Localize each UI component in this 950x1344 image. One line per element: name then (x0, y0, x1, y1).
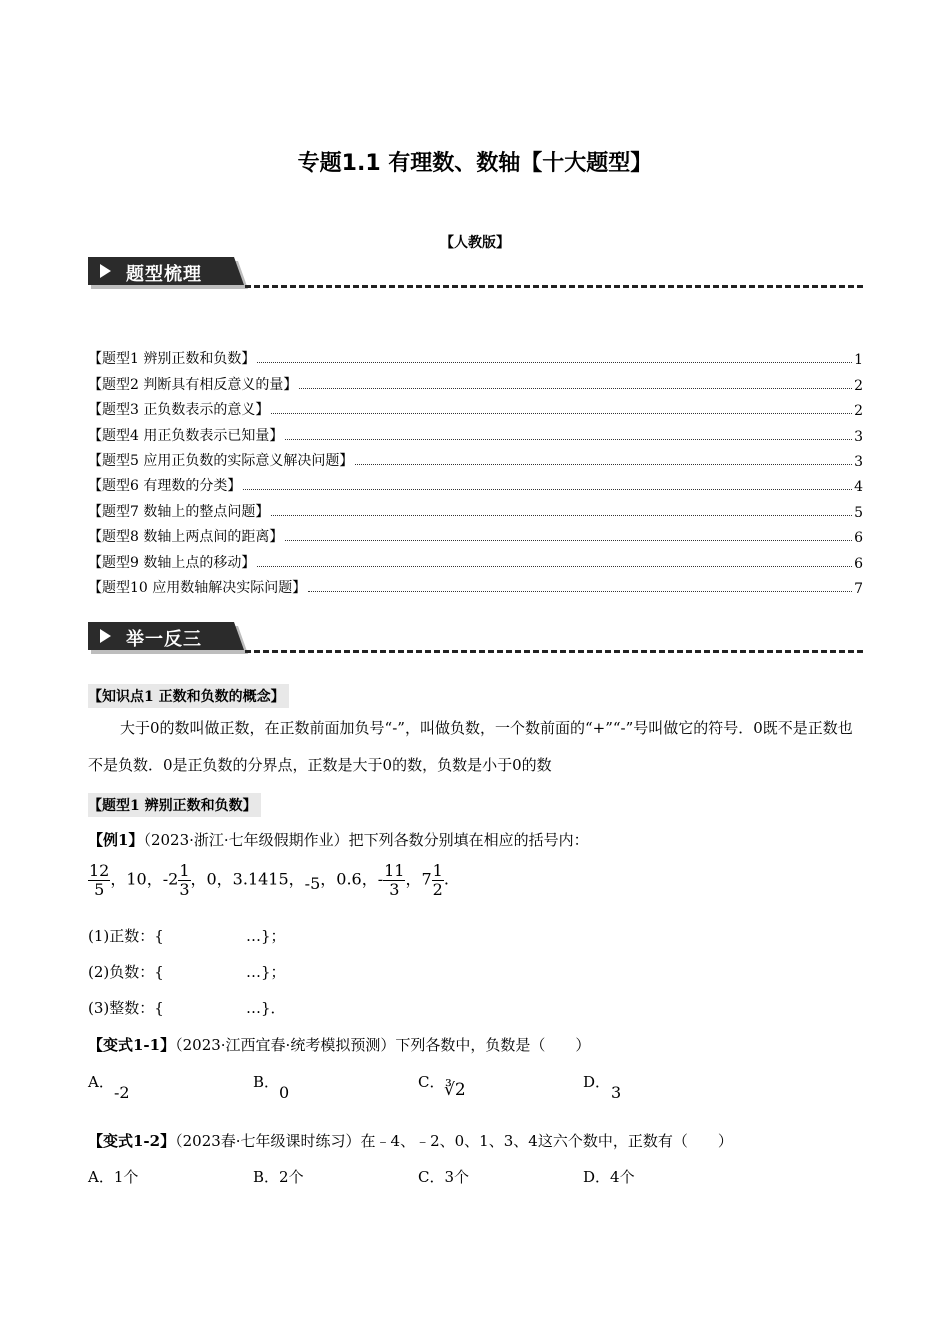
toc-item[interactable] (88, 521, 863, 546)
toc-item-page: 6 (854, 530, 863, 547)
fraction: $\frac{12}{5}$ (89, 861, 110, 899)
toc-leader (285, 439, 852, 440)
variant-1-2 (88, 1130, 733, 1151)
question-integer (88, 997, 164, 1018)
knowledge-tag: 【知识点1 正数和负数的概念】 (88, 684, 289, 708)
toc-item-page: 2 (854, 377, 863, 394)
option-b[interactable]: B．2个 (253, 1168, 304, 1186)
fraction: $\frac{1}{2}$ (432, 861, 443, 899)
toc-item-page: 6 (854, 555, 863, 572)
toc-item-page: 7 (854, 580, 863, 597)
question-negative (88, 961, 164, 982)
toc-item-page: 5 (854, 504, 863, 521)
toc-leader (243, 489, 852, 490)
option-a-value: -2 (114, 1083, 130, 1102)
toc-item[interactable] (88, 394, 863, 419)
fraction: $\frac{1}{3}$ (179, 861, 190, 899)
number-list (88, 862, 449, 898)
toc-banner (88, 257, 250, 291)
option-b[interactable]: B． (253, 1073, 280, 1091)
number-text: ，0，3.1415， (190, 869, 305, 889)
option-d[interactable]: D． (583, 1073, 611, 1091)
answer-blank-negative[interactable]: …}； (246, 963, 286, 981)
toc-leader (299, 388, 852, 389)
toc-leader (271, 515, 852, 516)
toc-leader (271, 413, 852, 414)
toc-item-label: 【题型10 应用数轴解决实际问题】 (88, 579, 307, 596)
toc-item-label: 【题型7 数轴上的整点问题】 (88, 503, 270, 520)
section-divider (245, 650, 863, 653)
banner-title: 举一反三 (126, 629, 202, 650)
toc-item-page: 2 (854, 403, 863, 420)
toc-item[interactable] (88, 343, 863, 368)
option-c[interactable]: C．3个 (418, 1168, 470, 1186)
practice-banner (88, 622, 250, 656)
topic1-tag: 【题型1 辨别正数和负数】 (88, 793, 261, 817)
toc-item-label: 【题型5 应用正负数的实际意义解决问题】 (88, 452, 354, 469)
variant-label: 【变式1-2】 (88, 1132, 176, 1150)
edition-label: 【人教版】 (440, 235, 510, 251)
section-divider (245, 285, 863, 288)
answer-blank-positive[interactable]: …}； (246, 927, 286, 945)
question-label: (3)整数：{ (88, 999, 164, 1017)
example-1 (88, 829, 589, 850)
page-title: 专题1.1 有理数、数轴【十大题型】 (297, 151, 653, 176)
number-text: ，0.6，- (320, 869, 384, 889)
number-text: -5 (304, 873, 321, 893)
question-positive (88, 925, 164, 946)
option-b-value: 0 (279, 1083, 290, 1102)
number-text: ，10，-2 (110, 869, 179, 889)
variant-1-1 (88, 1034, 590, 1055)
toc-item-label: 【题型4 用正负数表示已知量】 (88, 427, 284, 444)
option-d-value: 3 (611, 1083, 622, 1102)
variant-label: 【变式1-1】 (88, 1036, 176, 1054)
option-a[interactable]: A．1个 (88, 1168, 139, 1186)
toc-item[interactable] (88, 368, 863, 393)
toc-item[interactable] (88, 546, 863, 571)
toc-leader (257, 362, 852, 363)
variant-text: （2023春·七年级课时练习）在﹣4、﹣2、0、1、3、4这六个数中，正数有（ ） (175, 1132, 733, 1150)
option-c-value: ∛2 (444, 1080, 466, 1100)
toc-item[interactable] (88, 470, 863, 495)
toc-leader (308, 591, 852, 592)
toc-item-label: 【题型6 有理数的分类】 (88, 478, 242, 495)
answer-blank-integer[interactable]: …}． (246, 999, 286, 1017)
question-label: (1)正数：{ (88, 927, 164, 945)
toc-leader (355, 464, 852, 465)
toc-item-page: 3 (854, 428, 863, 445)
table-of-contents (88, 343, 863, 597)
toc-item[interactable] (88, 572, 863, 597)
toc-item-label: 【题型3 正负数表示的意义】 (88, 402, 270, 419)
toc-item-label: 【题型8 数轴上两点间的距离】 (88, 529, 284, 546)
toc-item[interactable] (88, 445, 863, 470)
toc-item-label: 【题型1 辨别正数和负数】 (88, 351, 256, 368)
variant-text: （2023·江西宜春·统考模拟预测）下列各数中，负数是（ ） (175, 1036, 591, 1054)
toc-item-label: 【题型9 数轴上点的移动】 (88, 554, 256, 571)
toc-item-page: 1 (854, 352, 863, 369)
toc-item-label: 【题型2 判断具有相反意义的量】 (88, 376, 298, 393)
option-a[interactable]: A． (88, 1073, 114, 1091)
number-text: . (443, 869, 449, 889)
fraction: $\frac{11}{3}$ (384, 861, 405, 899)
knowledge-text: 大于0的数叫做正数，在正数前面加负号“-”，叫做负数，一个数前面的“+”“-”号叫做它的符号．0既不是正数也不是负数．0是正负数的分界点，正数是大于0的数，负数是小于0的数 (88, 719, 853, 774)
toc-item-page: 3 (854, 453, 863, 470)
example-label: 【例1】 (88, 831, 144, 849)
toc-leader (257, 566, 852, 567)
toc-item[interactable] (88, 495, 863, 520)
question-label: (2)负数：{ (88, 963, 164, 981)
toc-item-page: 4 (854, 479, 863, 496)
number-text: ，7 (405, 869, 432, 889)
option-c[interactable]: C． (418, 1073, 445, 1091)
banner-title: 题型梳理 (126, 264, 202, 285)
toc-leader (285, 540, 852, 541)
option-d[interactable]: D．4个 (583, 1168, 635, 1186)
example-text: （2023·浙江·七年级假期作业）把下列各数分别填在相应的括号内： (143, 831, 589, 849)
toc-item[interactable] (88, 419, 863, 444)
